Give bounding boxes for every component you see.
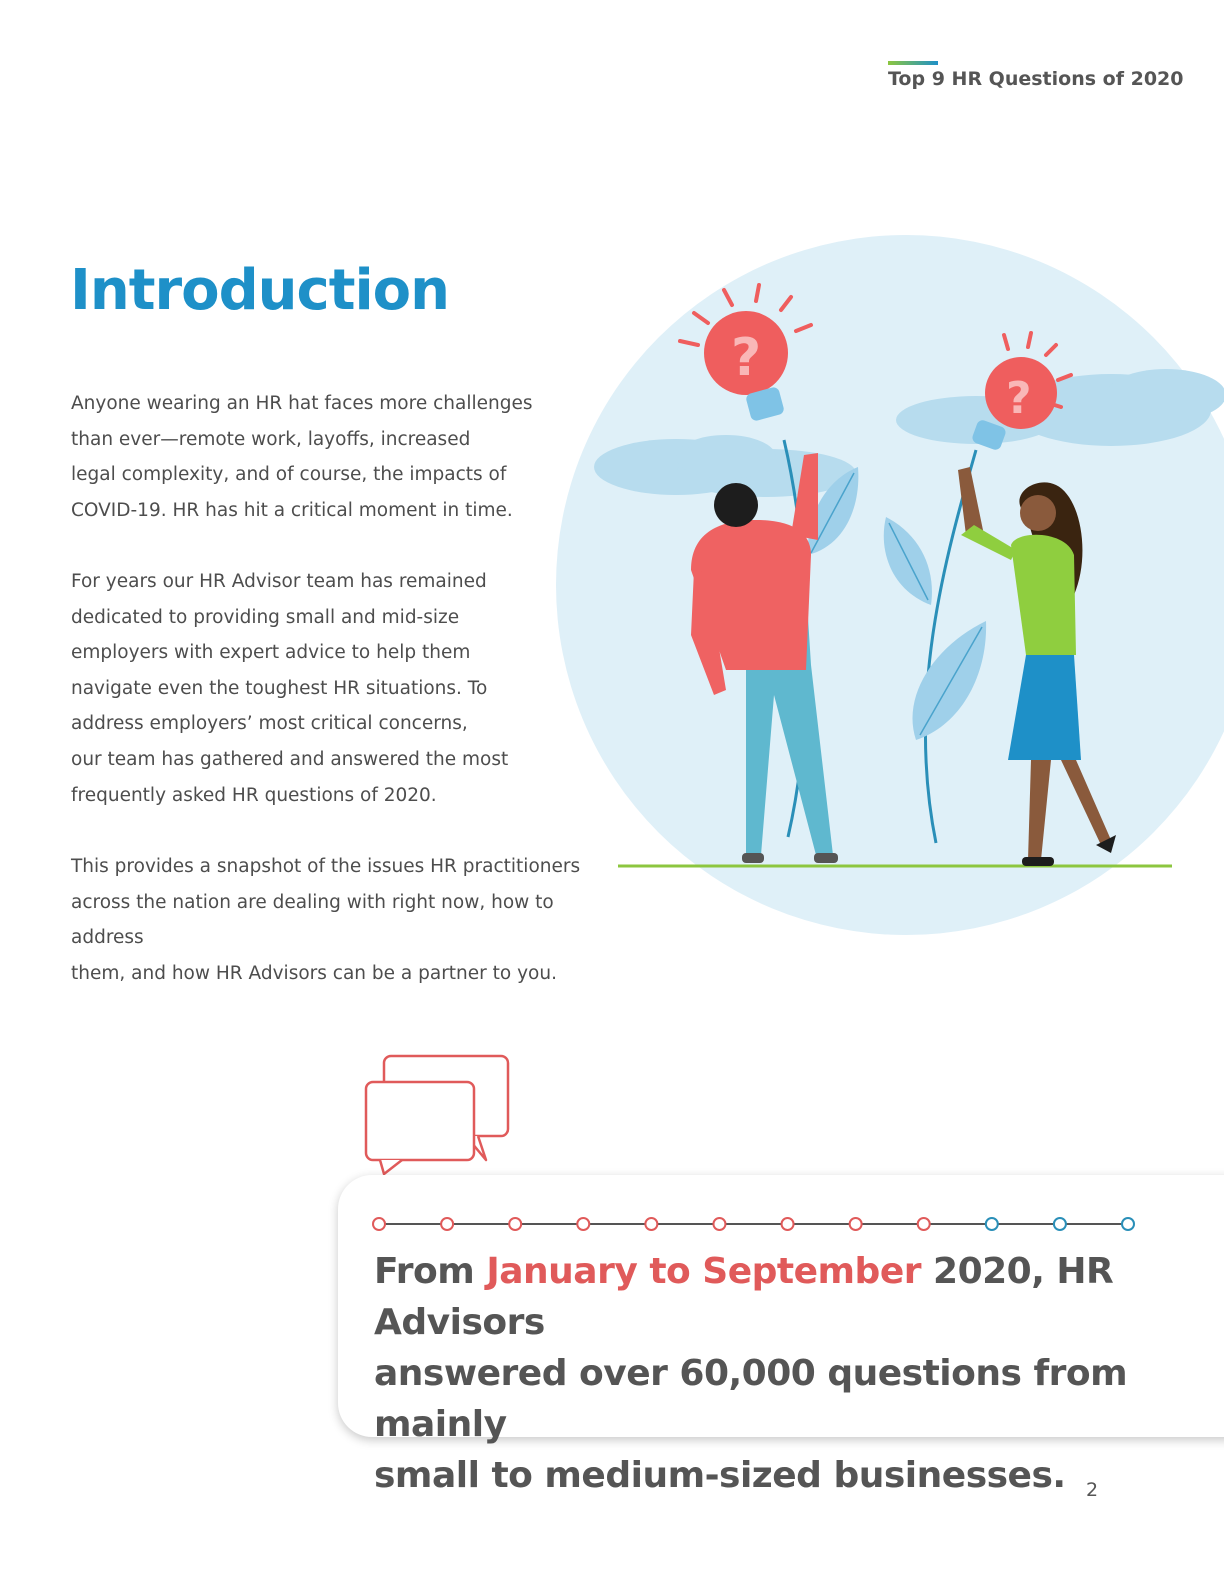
text-line: than ever—remote work, layoffs, increased <box>71 428 471 450</box>
document-header-title: Top 9 HR Questions of 2020 <box>888 68 1184 90</box>
intro-paragraph-1 <box>71 386 631 528</box>
timeline-dot <box>918 1218 930 1230</box>
stat-callout-text <box>374 1246 1174 1501</box>
callout-highlight: January to September <box>486 1251 921 1292</box>
page-number: 2 <box>1086 1479 1099 1501</box>
timeline-dots <box>370 1214 1140 1234</box>
background-circle <box>556 235 1224 935</box>
intro-paragraph-2 <box>71 564 631 813</box>
text-line: This provides a snapshot of the issues HR practitioners <box>71 856 581 877</box>
chat-bubbles-icon <box>362 1052 512 1177</box>
page-title: Introduction <box>70 258 450 323</box>
text-line: them, and how HR Advisors can be a partner to you. <box>71 962 557 984</box>
text-line: our team has gathered and answered the most <box>71 748 509 770</box>
timeline-dot <box>850 1218 862 1230</box>
callout-suffix: 2020, HR Advisors <box>374 1251 1114 1343</box>
svg-text:?: ? <box>1006 373 1032 424</box>
callout-line-1 <box>374 1246 1174 1348</box>
timeline-dot <box>986 1218 998 1230</box>
callout-line-2: answered over 60,000 questions from mainly <box>374 1353 1128 1445</box>
intro-paragraph-3 <box>71 849 631 991</box>
timeline-dot <box>1122 1218 1134 1230</box>
text-line: employers with expert advice to help them <box>71 642 471 664</box>
timeline-dot <box>441 1218 453 1230</box>
timeline-dot <box>782 1218 794 1230</box>
text-line: dedicated to providing small and mid-size <box>71 606 460 628</box>
callout-prefix: From <box>374 1251 487 1292</box>
timeline-dot <box>577 1218 589 1230</box>
text-line: navigate even the toughest HR situations. To <box>71 677 488 699</box>
text-line: across the nation are dealing with right now, how to address <box>71 891 554 949</box>
text-line: frequently asked HR questions of 2020. <box>71 784 437 806</box>
timeline-dot <box>645 1218 657 1230</box>
text-line: legal complexity, and of course, the impacts of <box>71 464 507 486</box>
text-line: COVID-19. HR has hit a critical moment in time. <box>71 499 513 521</box>
timeline-dot <box>509 1218 521 1230</box>
header-accent-bar <box>888 61 938 65</box>
text-line: For years our HR Advisor team has remained <box>71 571 487 592</box>
callout-line-3: small to medium-sized businesses. <box>374 1455 1066 1496</box>
timeline-dot <box>373 1218 385 1230</box>
svg-text:?: ? <box>731 328 762 388</box>
hr-illustration <box>556 235 1224 935</box>
timeline-dot <box>1054 1218 1066 1230</box>
timeline-dot <box>713 1218 725 1230</box>
text-line: address employers’ most critical concerns, <box>71 713 468 735</box>
text-line: Anyone wearing an HR hat faces more challenges <box>71 393 533 414</box>
